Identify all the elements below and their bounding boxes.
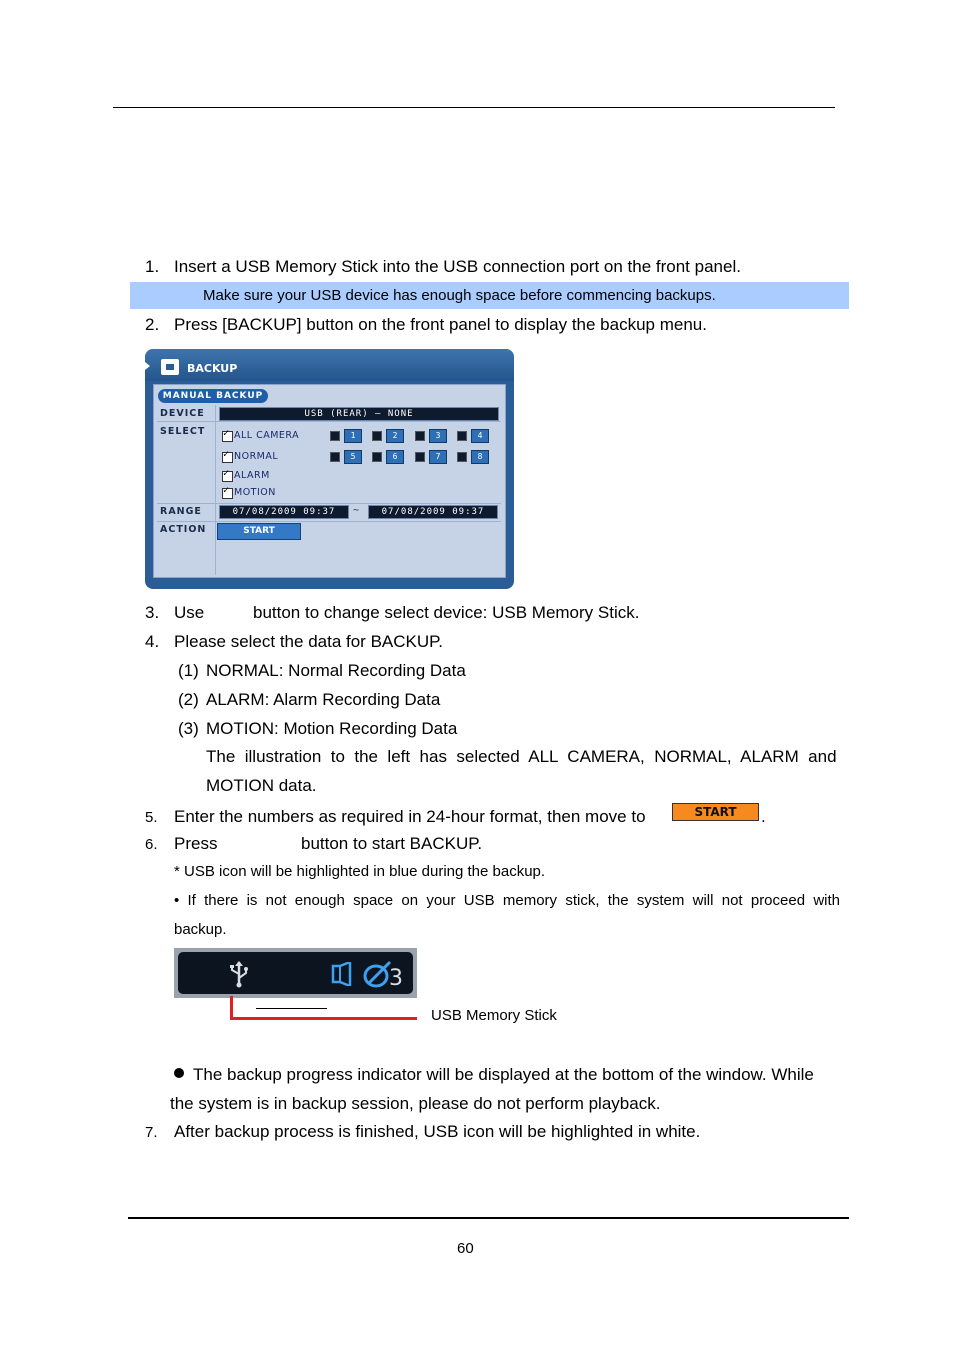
tip-2-line-1: • If there is not enough space on your USB memory stick, the system will not proceed with (174, 892, 840, 909)
sub-2-text: ALARM: Alarm Recording Data (206, 690, 441, 709)
step-5-number: 5. (145, 809, 158, 826)
step-4-text: Please select the data for BACKUP. (174, 632, 444, 651)
camera-checkbox[interactable] (372, 452, 382, 462)
label-select: SELECT (160, 426, 206, 437)
step-7-number: 7. (145, 1124, 158, 1141)
label-action: ACTION (160, 524, 207, 535)
step-2-number: 2. (145, 315, 160, 334)
step-3-pre: Use (174, 603, 205, 622)
label-range: RANGE (160, 506, 202, 517)
tip-2-line-2: backup. (174, 921, 227, 938)
header-rule (113, 107, 835, 108)
start-button[interactable]: START (217, 523, 301, 540)
camera-number-button[interactable]: 4 (471, 429, 489, 443)
step-5-text: Enter the numbers as required in 24-hour format, then move to (174, 807, 646, 826)
label-all-camera: ALL CAMERA (234, 430, 300, 441)
camera-checkbox[interactable] (372, 431, 382, 441)
row-divider (157, 421, 501, 422)
range-to-field[interactable]: 07/08/2009 09:37 (368, 505, 498, 519)
camera-number-button[interactable]: 2 (386, 429, 404, 443)
row-divider (157, 521, 501, 522)
camera-checkbox[interactable] (330, 431, 340, 441)
camera-number-button[interactable]: 7 (429, 450, 447, 464)
label-normal: NORMAL (234, 451, 279, 462)
callout-label: USB Memory Stick (431, 1007, 557, 1024)
status-channel-number: 3 (389, 966, 403, 991)
footer-rule (128, 1217, 849, 1219)
step-5-period: . (761, 807, 766, 826)
step-6-pre: Press (174, 834, 218, 853)
step-3-number: 3. (145, 603, 160, 622)
illustration-note-line-2: MOTION data. (206, 776, 317, 795)
camera-number-button[interactable]: 8 (471, 450, 489, 464)
step-4-number: 4. (145, 632, 160, 651)
dialog-title: BACKUP (187, 362, 238, 375)
note-text: Make sure your USB device has enough space before commencing backups. (203, 287, 716, 304)
camera-checkbox[interactable] (457, 431, 467, 441)
callout-line-horizontal (230, 1017, 417, 1020)
range-separator: ~ (353, 505, 360, 516)
step-6-number: 6. (145, 836, 158, 853)
range-from-field[interactable]: 07/08/2009 09:37 (219, 505, 349, 519)
step-7-text: After backup process is finished, USB icon will be highlighted in white. (174, 1122, 701, 1141)
camera-number-button[interactable]: 3 (429, 429, 447, 443)
usb-icon (228, 960, 250, 988)
sub-1-text: NORMAL: Normal Recording Data (206, 661, 466, 680)
checkbox-alarm[interactable] (222, 471, 233, 482)
backup-icon (161, 359, 179, 375)
bullet-line-2: the system is in backup session, please do not perform playback. (170, 1094, 661, 1113)
label-device: DEVICE (160, 408, 205, 419)
label-motion: MOTION (234, 487, 276, 498)
start-button-image: START (672, 803, 759, 821)
backup-dialog (145, 349, 514, 589)
page-number: 60 (457, 1240, 474, 1257)
sub-1-number: (1) (178, 661, 199, 680)
device-field[interactable]: USB (REAR) – NONE (219, 407, 499, 421)
checkbox-normal[interactable] (222, 452, 233, 463)
sub-2-number: (2) (178, 690, 199, 709)
step-1-number: 1. (145, 257, 160, 276)
sub-3-number: (3) (178, 719, 199, 738)
step-1-text: Insert a USB Memory Stick into the USB connection port on the front panel. (174, 257, 741, 276)
arrow-icon (145, 362, 150, 370)
tip-1: * USB icon will be highlighted in blue during the backup. (174, 863, 546, 880)
step-2-text: Press [BACKUP] button on the front panel to display the backup menu. (174, 315, 707, 334)
bullet-line-1: The backup progress indicator will be displayed at the bottom of the window. While (193, 1065, 814, 1084)
camera-number-button[interactable]: 6 (386, 450, 404, 464)
step-3-post: button to change select device: USB Memory Stick. (253, 603, 640, 622)
checkbox-motion[interactable] (222, 488, 233, 499)
tab-manual-backup[interactable]: MANUAL BACKUP (158, 389, 268, 403)
camera-number-button[interactable]: 1 (344, 429, 362, 443)
camera-number-button[interactable]: 5 (344, 450, 362, 464)
speaker-icon (330, 962, 356, 986)
row-divider (157, 503, 501, 504)
bullet-dot (174, 1068, 184, 1078)
sub-3-text: MOTION: Motion Recording Data (206, 719, 458, 738)
camera-checkbox[interactable] (457, 452, 467, 462)
status-bar-inner (178, 952, 413, 994)
camera-checkbox[interactable] (415, 452, 425, 462)
illustration-note-line-1: The illustration to the left has selected ALL CAMERA, NORMAL, ALARM and (206, 747, 837, 766)
camera-checkbox[interactable] (415, 431, 425, 441)
step-6-post: button to start BACKUP. (301, 834, 483, 853)
camera-checkbox[interactable] (330, 452, 340, 462)
label-alarm: ALARM (234, 470, 270, 481)
status-bar-image (174, 948, 417, 998)
callout-underline (256, 1008, 327, 1009)
checkbox-all-camera[interactable] (222, 431, 233, 442)
